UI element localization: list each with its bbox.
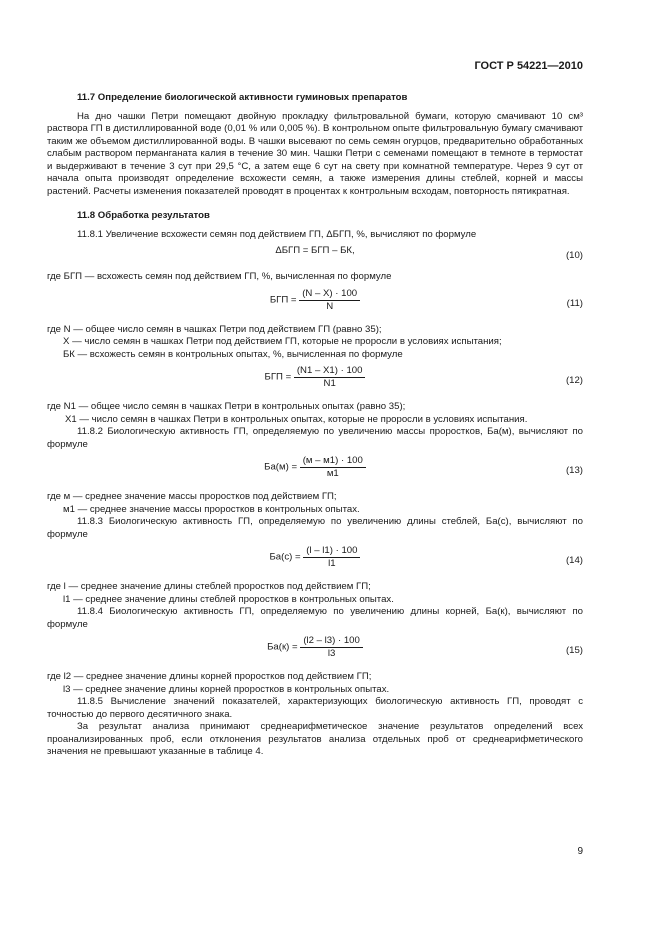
formula-15-numerator: (l2 – l3) · 100	[300, 635, 363, 648]
paragraph-11-8-1: 11.8.1 Увеличение всхожести семян под действием ГП, ΔБГП, %, вычисляют по формуле	[77, 228, 477, 240]
where-11-a: где N — общее число семян в чашках Петри под действием ГП (равно 35);	[47, 323, 382, 335]
formula-11-fraction	[299, 288, 360, 313]
formula-15-denominator: l3	[327, 648, 336, 659]
where-14-a: где l — среднее значение длины стеблей проростков под действием ГП;	[47, 581, 371, 592]
paragraph-11-8-4: 11.8.4 Биологическую активность ГП, определяемую по увеличению длины корней, Ба(к), вычисляют по формуле	[47, 606, 583, 630]
formula-14-fraction	[303, 545, 360, 570]
section-11-7-text: На дно чашки Петри помещают двойную прокладку фильтровальной бумаги, которую смачивают 10 см³ раствора ГП в дистиллированной воде (0,01 % или 0,005 %). В контрольном опыте фильтровальную бумагу смачивают таким же объемом дистиллированной воды. В чашки высевают по семь семян огурцов, предварительно обработанных слабым раствором перманганата калия в течение 30 мин. Чашки Петри с семенами помещают в темноте в термостат и выдерживают в течение 3 сут при 29,5 °С, а затем еще 6 сут на свету при комнатной температуре. Через 9 сут от начала опыта производят определение всхожести семян, а также измерения длины стеблей, корней и массы растений. Расчеты изменения показателей проводят в процентах к контрольным всходам, повторность пятикратная.	[47, 110, 583, 197]
where-15-a: где l2 — среднее значение длины корней проростков под действием ГП;	[47, 671, 372, 682]
formula-14-denominator: l1	[328, 558, 336, 569]
paragraph-11-8-2: 11.8.2 Биологическую активность ГП, определяемую по увеличению массы проростков, Ба(м), вычисляют по формуле	[47, 426, 583, 450]
formula-11-lhs: БГП =	[269, 293, 297, 305]
formula-13-number: (13)	[565, 464, 583, 476]
formula-15-lhs: Ба(к) =	[267, 641, 298, 653]
where-13-b: м1 — среднее значение массы проростков в контрольных опытах.	[63, 503, 360, 515]
formula-15-fraction	[300, 635, 363, 660]
formula-13-fraction	[300, 455, 366, 480]
formula-12-number: (12)	[565, 374, 583, 386]
where-12-b: X1 — число семян в чашках Петри в контрольных опытах, которые не проросли в условиях испытания.	[65, 413, 528, 425]
paragraph-11-8-5: 11.8.5 Вычисление значений показателей, характеризующих биологическую активность ГП, проводят с точностью до первого десятичного знака.	[47, 696, 583, 720]
formula-10	[47, 245, 583, 267]
formula-11-number: (11)	[566, 297, 583, 309]
formula-12-denominator: N1	[323, 378, 336, 389]
where-10: где БГП — всхожесть семян под действием ГП, %, вычисленная по формуле	[47, 271, 392, 282]
formula-12-lhs: БГП =	[264, 371, 292, 383]
formula-10-number: (10)	[565, 249, 583, 261]
formula-14-number: (14)	[565, 554, 583, 566]
where-11-c: БК — всхожесть семян в контрольных опытах, %, вычисленная по формуле	[63, 348, 403, 360]
formula-11-numerator: (N – X) · 100	[299, 288, 360, 301]
formula-13-numerator: (м – м1) · 100	[300, 455, 366, 468]
formula-12-numerator: (N1 – X1) · 100	[294, 365, 366, 378]
formula-14	[47, 545, 583, 577]
where-14-b: l1 — среднее значение длины стеблей проростков в контрольных опытах.	[63, 593, 394, 605]
where-11-b: X — число семян в чашках Петри под действием ГП, которые не проросли в условиях испытания;	[63, 336, 502, 347]
formula-14-numerator: (l – l1) · 100	[303, 545, 360, 558]
paragraph-final: За результат анализа принимают среднеарифметическое значение результатов определений всех проанализированных проб, если отклонения результатов анализа отдельных проб от среднеарифметического значения не превышают указанные в таблице 4.	[47, 721, 583, 757]
where-13-a: где м — среднее значение массы проростков под действием ГП;	[47, 491, 337, 502]
formula-12	[47, 365, 583, 397]
formula-13-denominator: м1	[326, 468, 339, 479]
document-body	[47, 88, 583, 759]
formula-11	[47, 288, 583, 320]
formula-15-number: (15)	[565, 644, 583, 656]
formula-15	[47, 635, 583, 667]
page-number: 9	[577, 846, 583, 857]
section-11-8-title: 11.8 Обработка результатов	[77, 210, 210, 221]
formula-13-lhs: Ба(м) =	[264, 461, 298, 473]
formula-11-denominator: N	[326, 300, 334, 312]
formula-13	[47, 455, 583, 487]
where-12-a: где N1 — общее число семян в чашках Петри в контрольных опытах (равно 35);	[47, 401, 406, 412]
section-11-7-title: 11.7 Определение биологической активности гуминовых препаратов	[77, 92, 408, 103]
where-15-b: l3 — среднее значение длины корней проростков в контрольных опытах.	[63, 683, 390, 695]
formula-10-expression: ΔБГП = БГП – БК,	[275, 245, 355, 256]
paragraph-11-8-3: 11.8.3 Биологическую активность ГП, определяемую по увеличению длины стеблей, Ба(с), вычисляют по формуле	[47, 516, 583, 540]
formula-14-lhs: Ба(с) =	[269, 551, 301, 563]
document-header: ГОСТ Р 54221—2010	[474, 60, 583, 72]
formula-12-fraction	[294, 365, 366, 390]
